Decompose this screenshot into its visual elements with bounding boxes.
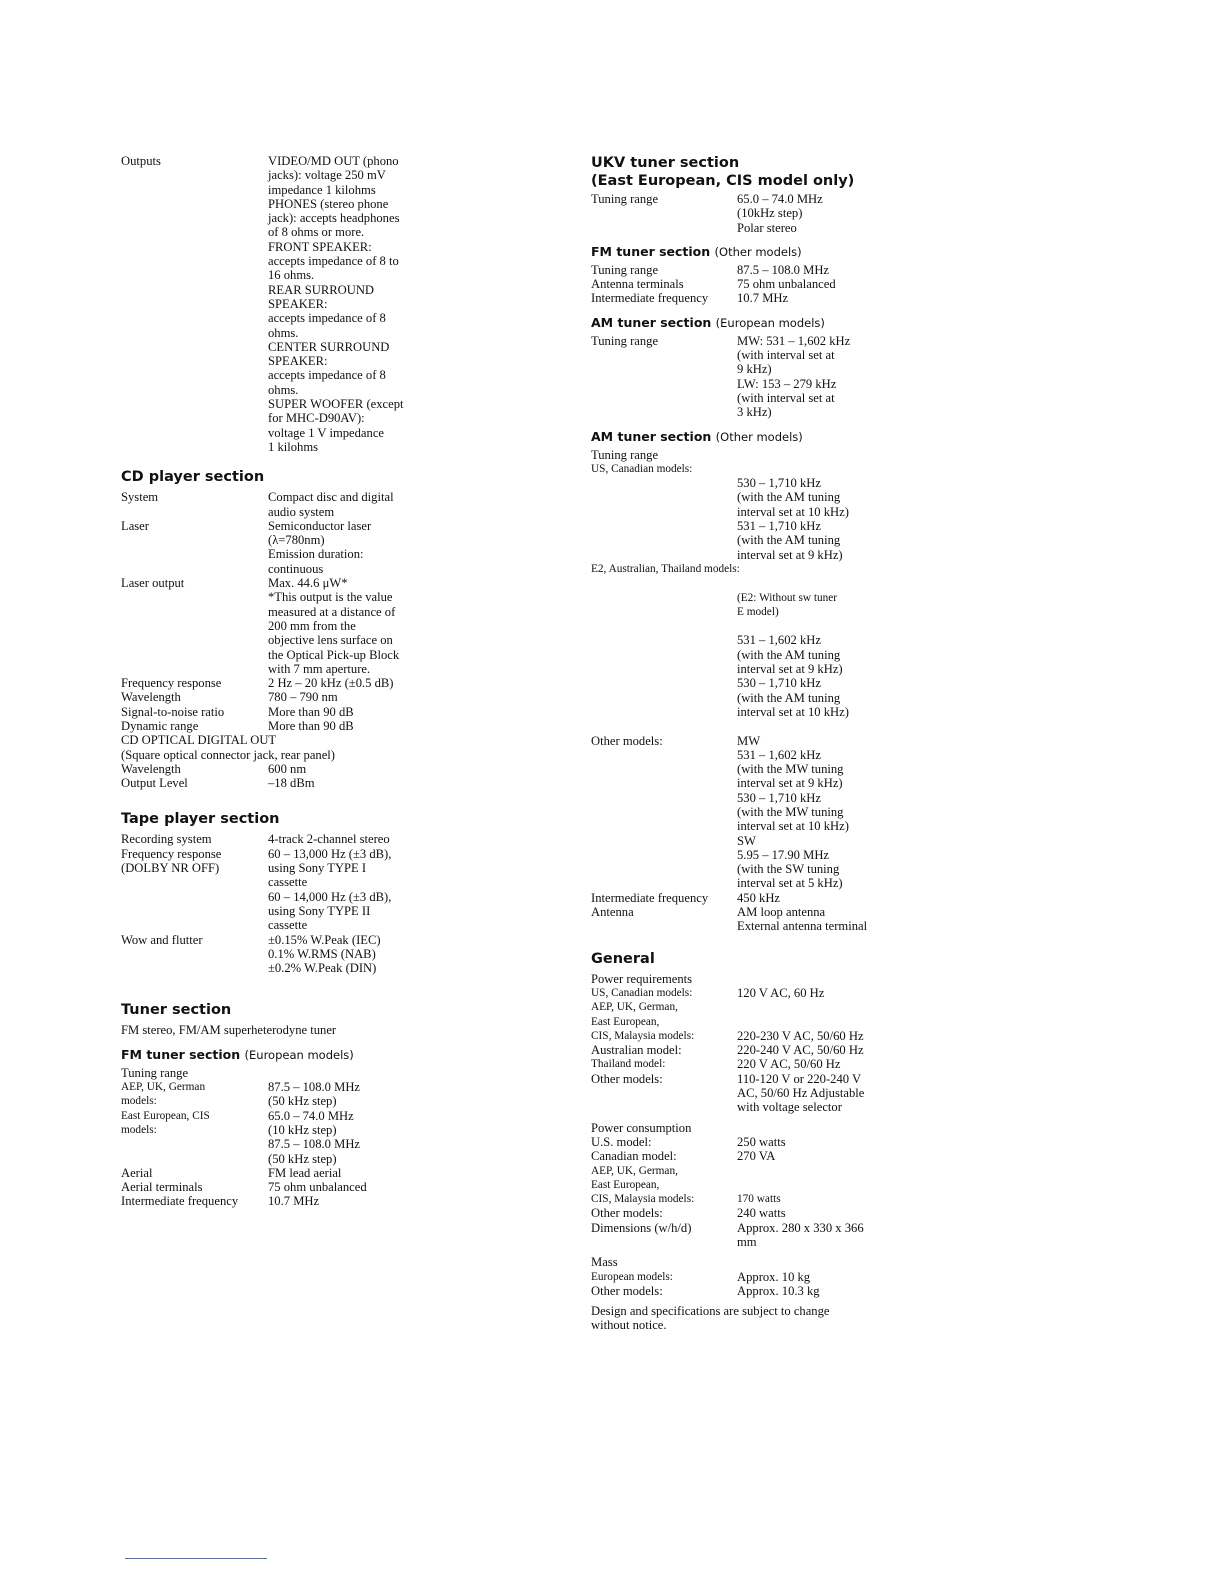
power-aep-label: AEP, UK, German, East European, CIS, Malaysia models:	[591, 1001, 695, 1042]
mass-other-value: Approx. 10.3 kg	[737, 1283, 820, 1298]
outputs-label: Outputs	[121, 154, 161, 168]
fm-other-if-value: 10.7 MHz	[737, 291, 789, 306]
cons-us-row	[591, 1135, 1051, 1149]
tape-freq-label: Frequency response (DOLBY NR OFF)	[121, 846, 222, 876]
fm-other-range-label: Tuning range	[591, 262, 659, 277]
tuner-section-title: Tuner section	[121, 1002, 232, 1019]
power-thai-label: Thailand model:	[591, 1058, 666, 1071]
cd-system-value: Compact disc and digital audio system	[268, 490, 394, 519]
power-thai-value: 220 V AC, 50/60 Hz	[737, 1057, 841, 1072]
fm-eu-title-text: FM tuner section	[121, 1046, 241, 1062]
tape-section-title: Tape player section	[121, 811, 280, 828]
mass-eu-value: Approx. 10 kg	[737, 1269, 811, 1284]
fm-eu-aep-label: AEP, UK, German models:	[121, 1081, 206, 1108]
power-other-value: 110-120 V or 220-240 V AC, 50/60 Hz Adjustable with voltage selector	[737, 1071, 865, 1115]
cd-freq-value: 2 Hz – 20 kHz (±0.5 dB)	[268, 676, 394, 691]
cd-laser-output-row	[121, 576, 581, 676]
cons-other-label: Other models:	[591, 1206, 663, 1221]
power-req-label: Power requirements	[591, 971, 693, 986]
fm-eu-aep-row	[121, 1080, 581, 1109]
ukv-title-line2: (East European, CIS model only)	[591, 173, 855, 189]
cd-wavelength-value: 780 – 790 nm	[268, 690, 338, 705]
am-eu-range-label: Tuning range	[591, 333, 659, 348]
cd-optical-sub: (Square optical connector jack, rear panel)	[121, 747, 335, 762]
power-aus-row	[591, 1043, 1051, 1057]
tape-wow-label: Wow and flutter	[121, 932, 203, 947]
cd-output-level-row	[121, 776, 581, 790]
power-other-label: Other models:	[591, 1071, 663, 1086]
dimensions-value: Approx. 280 x 330 x 366 mm	[737, 1220, 864, 1249]
am-other-antenna-value: AM loop antenna External antenna terminal	[737, 905, 868, 934]
fm-other-if-row	[591, 291, 1051, 305]
ukv-range-row	[591, 192, 1051, 235]
am-other-e2-value: 531 – 1,602 kHz (with the AM tuning interval set at 9 kHz) 530 – 1,710 kHz (with the AM tuning interval set at 10 kHz)	[737, 633, 849, 719]
fm-other-if-label: Intermediate frequency	[591, 291, 709, 306]
tape-freq-row	[121, 847, 581, 933]
fm-eu-east-row	[121, 1109, 581, 1166]
cons-us-label: U.S. model:	[591, 1134, 652, 1149]
fm-eu-title	[121, 1047, 581, 1063]
cons-aep-value: 170 watts	[737, 1193, 781, 1206]
cd-system-label: System	[121, 490, 159, 505]
footer-rule	[125, 1558, 267, 1559]
am-other-antenna-row	[591, 905, 1051, 934]
cd-laser-output-value: Max. 44.6 μW* *This output is the value measured at a distance of 200 mm from the objective lens surface on the Optical Pick-up Block with 7 mm aperture.	[268, 576, 400, 676]
fm-other-title	[591, 244, 1051, 260]
am-other-note: (Other models)	[715, 429, 803, 444]
power-us-can-value: 120 V AC, 60 Hz	[737, 985, 825, 1000]
cons-aep-label: AEP, UK, German, East European, CIS, Malaysia models:	[591, 1164, 695, 1206]
tape-rec-label: Recording system	[121, 832, 212, 847]
general-section-title: General	[591, 950, 655, 967]
cons-can-value: 270 VA	[737, 1149, 776, 1164]
mass-other-label: Other models:	[591, 1283, 663, 1298]
fm-other-title-text: FM tuner section	[591, 243, 711, 259]
am-eu-title	[591, 315, 1051, 331]
am-eu-range-row	[591, 334, 1051, 420]
tape-wow-value: ±0.15% W.Peak (IEC) 0.1% W.RMS (NAB) ±0.2% W.Peak (DIN)	[268, 932, 381, 976]
cons-us-value: 250 watts	[737, 1134, 786, 1149]
am-eu-title-text: AM tuner section	[591, 314, 712, 330]
cons-can-row	[591, 1149, 1051, 1163]
power-other-row	[591, 1072, 1051, 1115]
mass-other-row	[591, 1284, 1051, 1298]
am-other-e2-row	[591, 576, 1051, 733]
fm-eu-note: (European models)	[244, 1047, 354, 1062]
ukv-range-label: Tuning range	[591, 192, 659, 206]
left-column	[121, 154, 581, 1209]
fm-other-note: (Other models)	[714, 244, 802, 259]
fm-other-antenna-row	[591, 277, 1051, 291]
power-consumption-label: Power consumption	[591, 1120, 692, 1135]
cd-freq-row	[121, 676, 581, 690]
tape-rec-value: 4-track 2-channel stereo	[268, 832, 390, 847]
cd-system-row	[121, 490, 581, 519]
am-other-e2-note: (E2: Without sw tuner E model)	[737, 591, 838, 618]
cd-laser-label: Laser	[121, 518, 149, 533]
power-us-can-row	[591, 986, 1051, 1000]
power-thai-row	[591, 1057, 1051, 1071]
cons-aep-row	[591, 1164, 1051, 1207]
ukv-title-line1: UKV tuner section	[591, 155, 740, 171]
dimensions-row	[591, 1221, 1051, 1250]
cd-wavelength-row	[121, 690, 581, 704]
aerial-row	[121, 1166, 581, 1180]
cd-opt-wavelength-value: 600 nm	[268, 761, 307, 776]
power-us-can-label: US, Canadian models:	[591, 986, 693, 999]
mass-label: Mass	[591, 1255, 618, 1270]
am-other-title-text: AM tuner section	[591, 428, 712, 444]
cons-can-label: Canadian model:	[591, 1149, 677, 1164]
fm-eu-if-row	[121, 1194, 581, 1208]
fm-eu-aep-value: 87.5 – 108.0 MHz (50 kHz step)	[268, 1080, 360, 1109]
am-other-other-value: MW 531 – 1,602 kHz (with the MW tuning interval set at 9 kHz) 530 – 1,710 kHz (with the MW tuning interval set at 10 kHz) SW 5.95 – 17.90 MHz (with the SW tuning interval set at 5 kHz)	[737, 733, 849, 891]
cd-freq-label: Frequency response	[121, 676, 222, 691]
am-other-if-label: Intermediate frequency	[591, 890, 709, 905]
cd-opt-wavelength-row	[121, 762, 581, 776]
cd-snr-row	[121, 705, 581, 719]
fm-other-range-value: 87.5 – 108.0 MHz	[737, 262, 829, 277]
am-other-other-label: Other models:	[591, 733, 663, 748]
am-other-us-label: US, Canadian models:	[591, 462, 693, 475]
power-aep-value: 220-230 V AC, 50/60 Hz	[737, 1028, 864, 1043]
am-other-title	[591, 429, 1051, 445]
cd-laser-output-label: Laser output	[121, 576, 185, 591]
am-other-us-row	[591, 476, 1051, 562]
change-notice: Design and specifications are subject to change without notice.	[591, 1304, 830, 1333]
fm-eu-if-value: 10.7 MHz	[268, 1194, 320, 1209]
fm-eu-if-label: Intermediate frequency	[121, 1194, 239, 1209]
tape-rec-row	[121, 832, 581, 846]
am-other-antenna-label: Antenna	[591, 905, 634, 920]
aerial-value: FM lead aerial	[268, 1165, 342, 1180]
cd-section-title: CD player section	[121, 469, 265, 486]
tape-wow-row	[121, 933, 581, 976]
am-other-e2-label: E2, Australian, Thailand models:	[591, 562, 740, 575]
am-other-if-row	[591, 891, 1051, 905]
mass-eu-label: European models:	[591, 1270, 673, 1283]
cons-other-row	[591, 1206, 1051, 1220]
cd-output-level-label: Output Level	[121, 776, 188, 791]
outputs-row	[121, 154, 581, 454]
cd-output-level-value: –18 dBm	[268, 776, 315, 791]
cd-laser-row	[121, 519, 581, 576]
fm-eu-range-label: Tuning range	[121, 1065, 189, 1080]
cons-other-value: 240 watts	[737, 1206, 786, 1221]
cd-wavelength-label: Wavelength	[121, 690, 181, 705]
dimensions-label: Dimensions (w/h/d)	[591, 1220, 692, 1235]
tape-freq-value: 60 – 13,000 Hz (±3 dB), using Sony TYPE I cassette 60 – 14,000 Hz (±3 dB), using Sony TYPE II cassette	[268, 846, 392, 933]
fm-other-antenna-value: 75 ohm unbalanced	[737, 277, 836, 292]
cd-laser-value: Semiconductor laser (λ=780nm) Emission duration: continuous	[268, 518, 372, 576]
am-other-us-value: 530 – 1,710 kHz (with the AM tuning interval set at 10 kHz) 531 – 1,710 kHz (with the AM tuning interval set at 9 kHz)	[737, 476, 849, 562]
cd-dynamic-row	[121, 719, 581, 733]
outputs-value: VIDEO/MD OUT (phono jacks): voltage 250 mV impedance 1 kilohms PHONES (stereo phone jack): accepts headphones of 8 ohms or more. FRONT SPEAKER: accepts impedance of 8 to 16 ohms. REAR SURROUND SPEAKER: accepts impedance of 8 ohms. CENTER SURROUND SPEAKER: accepts impedance of 8 ohms. SUPER WOOFER (except for MHC-D90AV): voltage 1 V impedance 1 kilohms	[268, 154, 404, 454]
power-aus-value: 220-240 V AC, 50/60 Hz	[737, 1043, 864, 1058]
mass-eu-row	[591, 1270, 1051, 1284]
cd-opt-wavelength-label: Wavelength	[121, 761, 181, 776]
fm-eu-east-label: East European, CIS models:	[121, 1109, 210, 1136]
cd-optical-line: CD OPTICAL DIGITAL OUT	[121, 733, 277, 748]
right-column	[591, 154, 1051, 1333]
am-other-range-label: Tuning range	[591, 447, 659, 462]
ukv-section-title	[591, 154, 1051, 190]
cd-dynamic-value: More than 90 dB	[268, 718, 354, 733]
am-eu-note: (European models)	[715, 315, 825, 330]
fm-other-range-row	[591, 263, 1051, 277]
aerial-terminals-label: Aerial terminals	[121, 1180, 203, 1195]
aerial-terminals-row	[121, 1180, 581, 1194]
am-other-other-row	[591, 734, 1051, 891]
am-eu-range-value: MW: 531 – 1,602 kHz (with interval set at 9 kHz) LW: 153 – 279 kHz (with interval set at 3 kHz)	[737, 333, 851, 420]
fm-other-antenna-label: Antenna terminals	[591, 277, 684, 292]
am-other-if-value: 450 kHz	[737, 890, 781, 905]
power-aus-label: Australian model:	[591, 1043, 682, 1058]
fm-eu-east-value: 65.0 – 74.0 MHz (10 kHz step) 87.5 – 108.0 MHz (50 kHz step)	[268, 1108, 360, 1166]
ukv-range-value: 65.0 – 74.0 MHz (10kHz step) Polar stereo	[737, 192, 823, 235]
cd-snr-label: Signal-to-noise ratio	[121, 704, 225, 719]
aerial-terminals-value: 75 ohm unbalanced	[268, 1180, 367, 1195]
tuner-description: FM stereo, FM/AM superheterodyne tuner	[121, 1023, 337, 1038]
cd-snr-value: More than 90 dB	[268, 704, 354, 719]
cd-dynamic-label: Dynamic range	[121, 718, 199, 733]
power-aep-row	[591, 1000, 1051, 1043]
aerial-label: Aerial	[121, 1165, 153, 1180]
